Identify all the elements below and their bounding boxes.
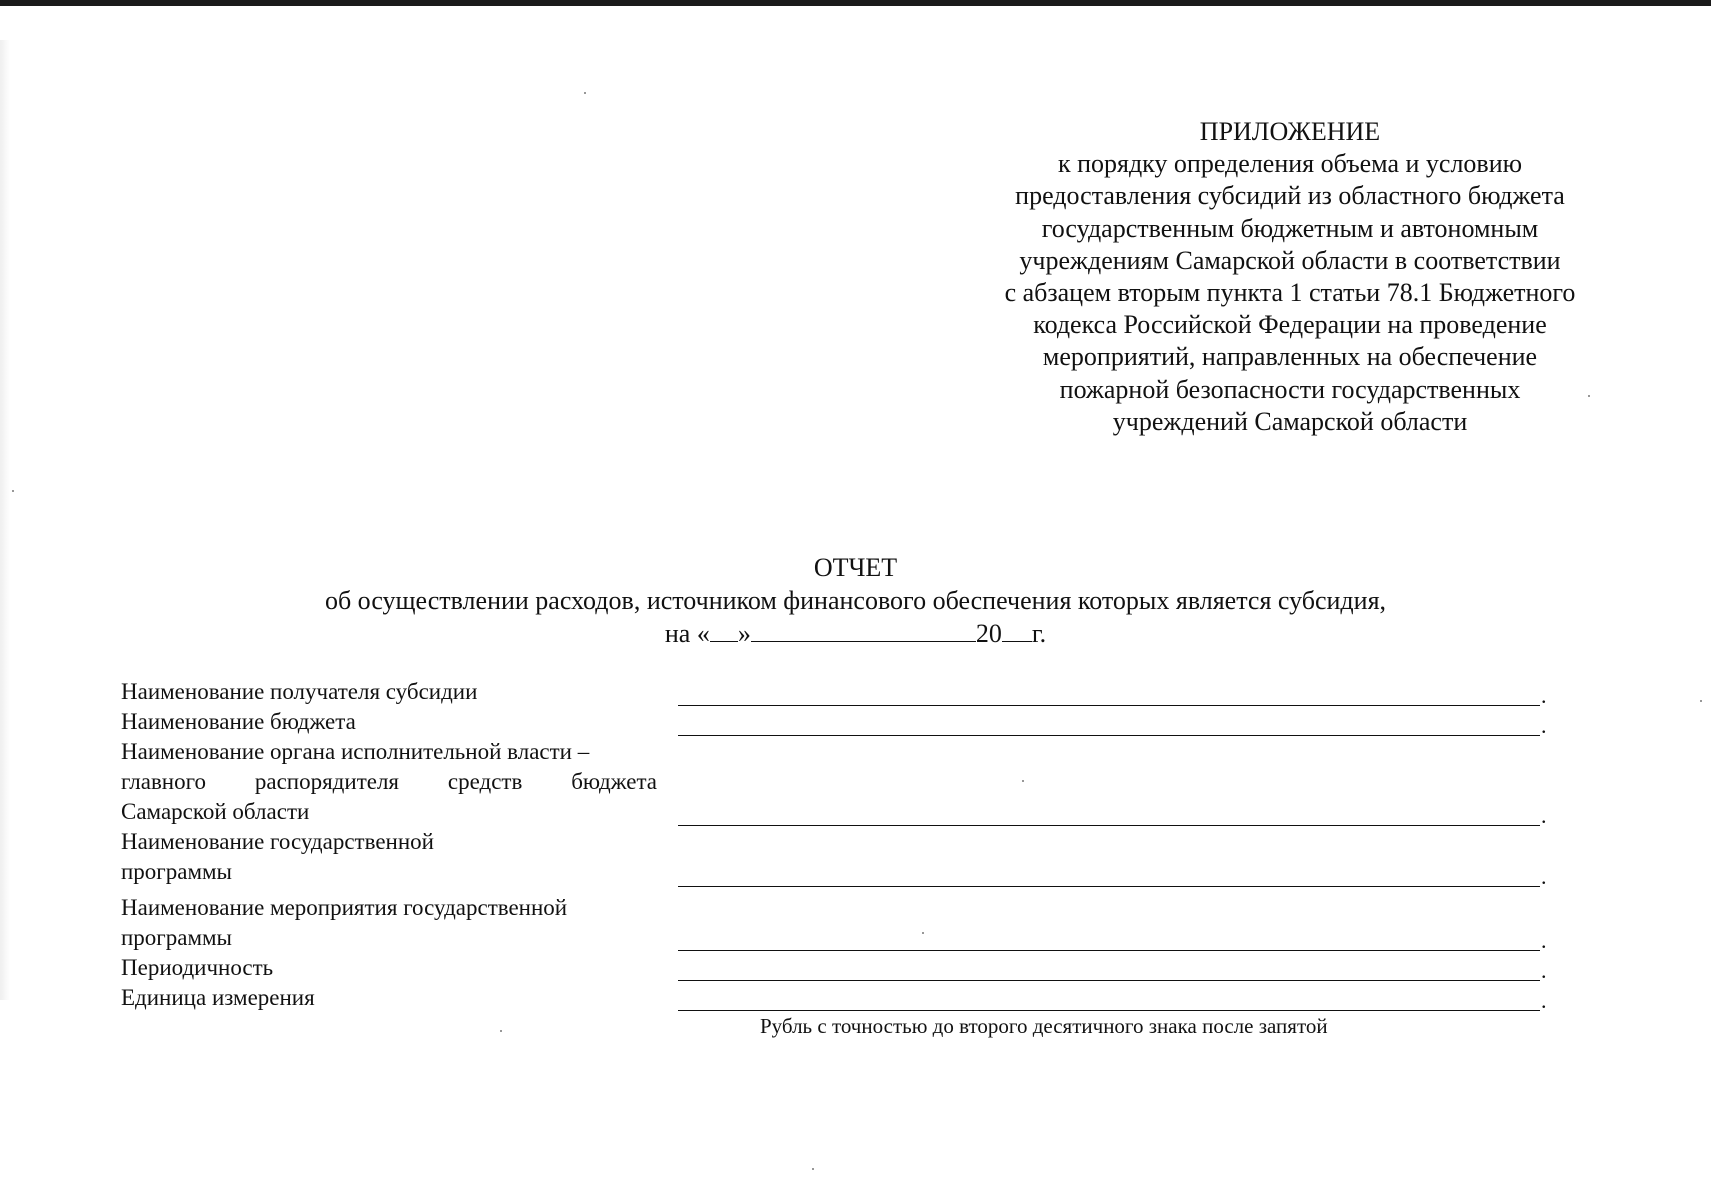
field-label-program: Наименование государственной [121, 829, 434, 854]
scan-speck [1022, 780, 1024, 782]
appendix-line: государственным бюджетным и автономным [1041, 213, 1539, 243]
appendix-line: учреждениям Самарской области в соответствии [1019, 245, 1561, 275]
line-end-dot: . [1541, 958, 1547, 983]
budget-fill-line[interactable] [678, 735, 1540, 736]
scan-speck [500, 1030, 502, 1032]
authority-word: распорядителя [254, 769, 400, 794]
appendix-line: кодекса Российской Федерации на проведение [1033, 310, 1547, 340]
date-suffix: г. [1031, 619, 1047, 648]
scan-speck [12, 490, 14, 492]
appendix-line: предоставления субсидий из областного бюджета [1015, 181, 1565, 211]
appendix-line: пожарной безопасности государственных [1059, 374, 1521, 404]
line-end-dot: . [1541, 683, 1547, 708]
field-label-event: Наименование мероприятия государственной [121, 895, 568, 920]
line-end-dot: . [1541, 803, 1547, 828]
event-fill-line[interactable] [678, 950, 1540, 951]
line-end-dot: . [1541, 928, 1547, 953]
authority-word: средств [447, 769, 523, 794]
field-label-budget: Наименование бюджета [121, 709, 356, 734]
appendix-line: мероприятий, направленных на обеспечение [1042, 342, 1538, 372]
date-prefix: на « [664, 619, 710, 648]
appendix-heading: ПРИЛОЖЕНИЕ [1199, 117, 1381, 146]
unit-fill-line[interactable] [678, 1010, 1540, 1011]
authority-word: главного [121, 769, 206, 794]
scan-speck [1588, 395, 1590, 397]
authority-fill-line[interactable] [678, 825, 1540, 826]
authority-word: бюджета [571, 769, 657, 794]
appendix-line: к порядку определения объема и условию [1057, 149, 1523, 179]
field-label-periodicity: Периодичность [121, 955, 274, 980]
day-blank[interactable] [710, 619, 738, 642]
program-fill-line[interactable] [678, 886, 1540, 887]
appendix-line: учреждений Самарской области [1112, 406, 1468, 436]
scan-speck [584, 92, 586, 94]
date-year: 20 [975, 619, 1002, 648]
unit-note: Рубль с точностью до второго десятичного знака после запятой [760, 1014, 1328, 1038]
line-end-dot: . [1541, 864, 1547, 889]
scan-speck [922, 932, 924, 934]
line-end-dot: . [1541, 713, 1547, 738]
field-label-unit: Единица измерения [121, 985, 315, 1010]
field-label-event-end: программы [121, 925, 233, 950]
line-end-dot: . [1541, 988, 1547, 1013]
date-mid: » [737, 619, 751, 648]
scan-top-edge [0, 0, 1711, 6]
scan-speck [812, 1168, 814, 1170]
month-blank[interactable] [751, 619, 976, 642]
scan-speck [1700, 700, 1702, 702]
field-label-authority: Наименование органа исполнительной власти – [121, 739, 590, 764]
scan-left-shadow [0, 40, 10, 1000]
appendix-block [920, 116, 1660, 438]
field-label-authority-end: Самарской области [121, 799, 310, 824]
year-blank[interactable] [1002, 619, 1032, 642]
periodicity-fill-line[interactable] [678, 980, 1540, 981]
field-label-recipient: Наименование получателя субсидии [121, 679, 478, 704]
report-title: ОТЧЕТ [813, 553, 898, 582]
appendix-line: с абзацем вторым пункта 1 статьи 78.1 Бюджетного [1004, 278, 1576, 308]
recipient-fill-line[interactable] [678, 705, 1540, 706]
field-label-program-end: программы [121, 859, 233, 884]
field-label-authority-cont [121, 767, 657, 797]
report-subtitle: об осуществлении расходов, источником финансового обеспечения которых является субсидия, [324, 586, 1387, 615]
report-date-line [0, 619, 1711, 649]
